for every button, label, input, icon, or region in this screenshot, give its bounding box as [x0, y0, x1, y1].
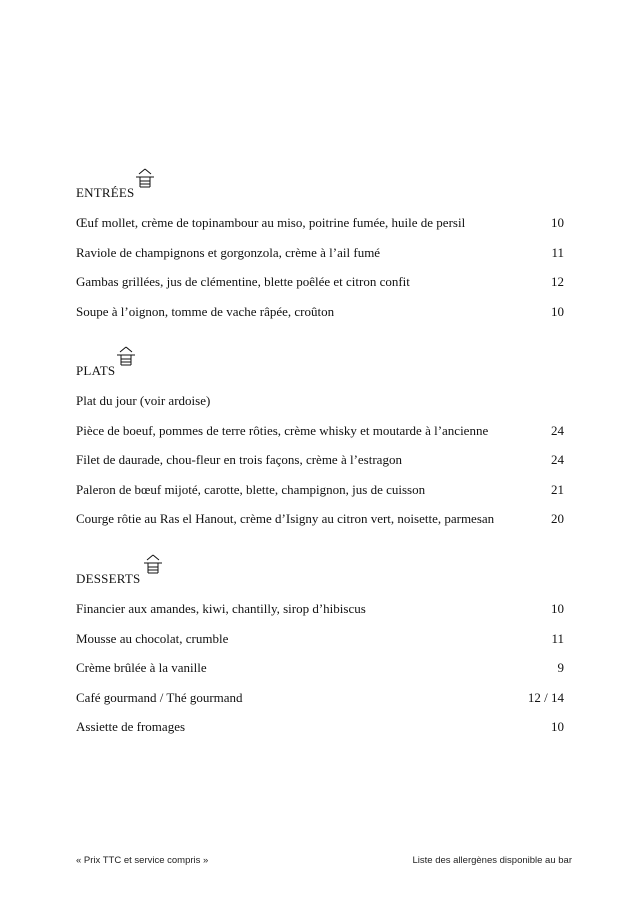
menu-item	[76, 303, 564, 333]
dish-price: 21	[551, 481, 564, 497]
menu-item	[76, 244, 564, 274]
dish-name: Raviole de champignons et gorgonzola, crème à l’ail fumé	[76, 244, 381, 260]
menu-item	[76, 214, 564, 244]
dish-price: 10	[551, 601, 564, 616]
dish-price: 24	[551, 422, 564, 438]
restaurant-logo-icon	[144, 554, 163, 574]
section-entrees	[76, 183, 564, 332]
menu-item	[76, 718, 564, 748]
dish-name: Pièce de boeuf, pommes de terre rôties, crème whisky et moutarde à l’ancienne	[76, 422, 489, 438]
section-desserts	[76, 569, 564, 748]
footer-price-note: « Prix TTC et service compris »	[76, 855, 209, 866]
dish-price: 9	[557, 660, 564, 676]
section-title	[76, 183, 564, 203]
dish-price: 11	[551, 630, 564, 646]
section-title-label: ENTRÉES	[76, 185, 135, 200]
menu-item	[76, 422, 564, 452]
section-title	[76, 569, 564, 589]
menu-items	[76, 392, 564, 540]
dish-price: 12	[551, 274, 564, 290]
section-plats	[76, 361, 564, 540]
menu-item	[76, 392, 564, 422]
dish-price: 24	[551, 452, 564, 468]
dish-price: 20	[551, 511, 564, 527]
section-title-label: PLATS	[76, 363, 116, 378]
restaurant-logo-icon	[136, 168, 155, 188]
menu-item	[76, 481, 564, 511]
dish-name: Financier aux amandes, kiwi, chantilly, sirop d’hibiscus	[76, 601, 366, 616]
menu-item	[76, 273, 564, 303]
dish-name: Plat du jour (voir ardoise)	[76, 393, 211, 408]
section-title-label: DESSERTS	[76, 571, 141, 586]
dish-name: Soupe à l’oignon, tomme de vache râpée, croûton	[76, 303, 335, 319]
restaurant-logo-icon	[117, 346, 136, 366]
menu-item	[76, 630, 564, 660]
dish-name: Assiette de fromages	[76, 719, 186, 735]
menu-item	[76, 659, 564, 689]
dish-price: 11	[551, 244, 564, 260]
footer-allergen-note: Liste des allergènes disponible au bar	[412, 855, 572, 866]
dish-name: Filet de daurade, chou-fleur en trois façons, crème à l’estragon	[76, 452, 402, 468]
menu-items	[76, 600, 564, 748]
dish-name: Paleron de bœuf mijoté, carotte, blette, champignon, jus de cuisson	[76, 481, 426, 497]
dish-price: 12 / 14	[527, 689, 564, 705]
dish-name: Œuf mollet, crème de topinambour au miso, poitrine fumée, huile de persil	[76, 215, 466, 230]
dish-price: 10	[551, 719, 564, 735]
menu-item	[76, 451, 564, 481]
dish-price: 10	[551, 303, 564, 319]
dish-name: Courge rôtie au Ras el Hanout, crème d’Isigny au citron vert, noisette, parmesan	[76, 511, 495, 527]
menu-item	[76, 689, 564, 719]
dish-name: Mousse au chocolat, crumble	[76, 630, 229, 646]
dish-price: 10	[551, 215, 564, 230]
dish-name: Gambas grillées, jus de clémentine, blette poêlée et citron confit	[76, 274, 410, 290]
dish-name: Crème brûlée à la vanille	[76, 660, 207, 676]
dish-name: Café gourmand / Thé gourmand	[76, 689, 243, 705]
menu-item	[76, 510, 564, 540]
section-title	[76, 361, 564, 381]
menu-item	[76, 600, 564, 630]
menu-items	[76, 214, 564, 332]
